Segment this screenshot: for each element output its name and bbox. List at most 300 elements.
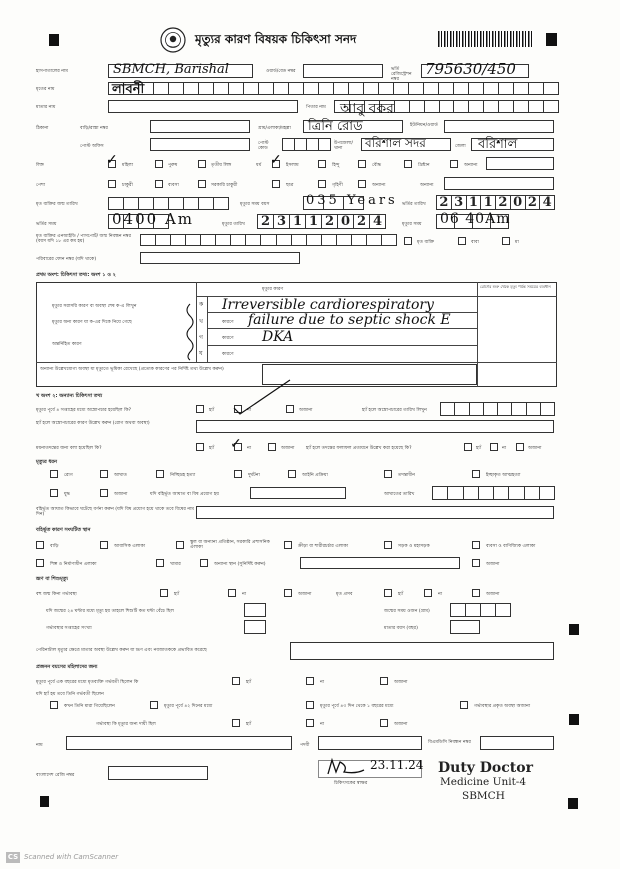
nid-cell[interactable] bbox=[321, 234, 337, 246]
hours-survived-field[interactable] bbox=[244, 603, 266, 617]
mother-age-field[interactable] bbox=[450, 620, 480, 634]
pregnant-no-checkbox[interactable] bbox=[306, 677, 314, 685]
corner-marker-top-right bbox=[546, 33, 557, 46]
name-cell[interactable] bbox=[318, 82, 334, 95]
birth-weight-cells[interactable] bbox=[450, 603, 510, 617]
pregnant-no-label: না bbox=[320, 680, 325, 685]
admission-time-label: ভর্তির সময় bbox=[36, 222, 57, 227]
birth-weight-cell[interactable] bbox=[465, 603, 481, 617]
nid-cell[interactable] bbox=[381, 234, 397, 246]
injury-date-cell[interactable] bbox=[493, 486, 509, 500]
admission-date-cell[interactable]: 2 bbox=[525, 195, 541, 210]
nid-cell[interactable] bbox=[215, 234, 231, 246]
nid-cell[interactable] bbox=[230, 234, 246, 246]
religion-islam-label: ইসলাম bbox=[286, 163, 299, 168]
dob-cell[interactable] bbox=[108, 197, 124, 210]
mother-name-label: মাতার নাম bbox=[36, 105, 56, 110]
external-question: যদি বহির্ভূত আঘাত বা বিষ প্রয়োগ হয় bbox=[150, 492, 219, 497]
multiple-no-checkbox[interactable] bbox=[228, 589, 236, 597]
death-date-cell[interactable]: 3 bbox=[273, 214, 290, 229]
stamp-line-3: SBMCH bbox=[462, 790, 505, 802]
occupation-label: পেশা bbox=[36, 183, 46, 188]
stillbirth-yes-label: হ্যাঁ bbox=[398, 592, 404, 597]
death-date-cell[interactable]: 4 bbox=[369, 214, 386, 229]
admission-date-cell[interactable]: 2 bbox=[436, 195, 452, 210]
multiple-yes-checkbox[interactable] bbox=[160, 589, 168, 597]
multiple-no-label: না bbox=[242, 592, 247, 597]
death-date-cells[interactable] bbox=[257, 214, 385, 229]
name-cell[interactable] bbox=[498, 82, 514, 95]
ward-bed-field[interactable] bbox=[303, 64, 383, 78]
manner-war-label: যুদ্ধ bbox=[64, 492, 71, 497]
interval-column-label: রোগের শুরু থেকে মৃত্যু পর্যন্ত সময়ের ব্যবধান bbox=[480, 284, 551, 289]
admission-date-label: ভর্তির তারিখ bbox=[402, 202, 426, 207]
dob-cell[interactable] bbox=[198, 197, 214, 210]
informant-mother-checkbox[interactable] bbox=[502, 237, 510, 245]
nid-cell[interactable] bbox=[185, 234, 201, 246]
occupation-govt-checkbox[interactable] bbox=[198, 180, 206, 188]
admission-time-value: 0400 Am bbox=[112, 210, 194, 228]
fetal-heading: ভ্রূণ বা শিশুমৃত্যু bbox=[36, 576, 68, 582]
admission-date-cells[interactable] bbox=[436, 195, 554, 210]
name-cell[interactable] bbox=[348, 82, 364, 95]
pregnant-yes-checkbox[interactable] bbox=[232, 677, 240, 685]
post-office-label: পোস্ট অফিস bbox=[80, 144, 104, 149]
sex-third-checkbox[interactable] bbox=[198, 160, 206, 168]
dob-cell[interactable] bbox=[138, 197, 154, 210]
nid-cell[interactable] bbox=[306, 234, 322, 246]
signature-label: চিকিৎসকের স্বাক্ষর bbox=[334, 781, 368, 786]
surgery-date-cell[interactable] bbox=[440, 402, 455, 416]
birth-weight-label: জন্মের সময় ওজন (গ্রাম) bbox=[384, 609, 430, 614]
injury-description-field[interactable] bbox=[196, 506, 554, 519]
admission-date-cell[interactable]: 3 bbox=[451, 195, 467, 210]
nid-cell[interactable] bbox=[155, 234, 171, 246]
certifier-title-label: পদবী bbox=[300, 743, 310, 748]
autopsy-yes-label: হ্যাঁ bbox=[209, 446, 215, 451]
part1-desc-b: মৃত্যুর অন্য কারণ যা ক-এর দিকে নিয়ে গেছে bbox=[52, 320, 132, 325]
death-date-cell[interactable]: 2 bbox=[321, 214, 338, 229]
birth-weight-cell[interactable] bbox=[450, 603, 466, 617]
manner-war-checkbox[interactable] bbox=[50, 489, 58, 497]
letter-d: ঘ bbox=[199, 350, 203, 357]
post-office-field[interactable] bbox=[150, 138, 250, 151]
death-date-cell[interactable]: 0 bbox=[337, 214, 354, 229]
name-cell[interactable] bbox=[183, 82, 199, 95]
postcode-cells[interactable] bbox=[282, 138, 330, 151]
contributed-unknown-label: অজানা bbox=[394, 722, 408, 727]
manner-unknown-checkbox[interactable] bbox=[100, 489, 108, 497]
place-commercial-checkbox[interactable] bbox=[472, 541, 480, 549]
name-cell[interactable] bbox=[303, 82, 319, 95]
camscanner-badge: CS bbox=[7, 853, 19, 861]
surgery-date-cell[interactable] bbox=[483, 402, 498, 416]
bmdc-reg-label: বিএমডিসি নিবন্ধন নম্বর bbox=[428, 740, 471, 745]
certifier-name-field[interactable] bbox=[66, 736, 292, 750]
part1-other-field[interactable] bbox=[262, 364, 477, 385]
religion-other-checkbox[interactable] bbox=[450, 160, 458, 168]
place-residential-label: আবাসিক এলাকা bbox=[114, 544, 146, 549]
place-unknown-checkbox[interactable] bbox=[472, 559, 480, 567]
bd-reg-label: বাংলাদেশ রেজি নম্বর bbox=[36, 773, 75, 778]
bmdc-reg-field[interactable] bbox=[480, 736, 554, 750]
camscanner-text: Scanned with CamScanner bbox=[24, 853, 119, 861]
religion-christian-label: খ্রিষ্টান bbox=[418, 163, 430, 168]
when-1-year-label: মৃত্যুর পূর্বে ৪৩ দিন থেকে ১ বছরের মধ্যে bbox=[320, 704, 394, 709]
dob-cell[interactable] bbox=[123, 197, 139, 210]
when-1-year-checkbox[interactable] bbox=[306, 701, 314, 709]
government-seal-icon bbox=[160, 27, 186, 53]
when-unknown-label: গর্ভাবস্থার প্রকৃত অবস্থা অজানা bbox=[474, 704, 531, 709]
check-mark-autopsy-no: ✓ bbox=[230, 436, 242, 452]
place-school-checkbox[interactable] bbox=[176, 541, 184, 549]
perinatal-question: পেরিনাটাল মৃত্যুর ক্ষেত্রে মাতার অবস্থা উল্লেখ করুন যা ভ্রূণ এবং নবজাতককে প্রভাবিত করেছে bbox=[36, 648, 207, 653]
place-industrial-checkbox[interactable] bbox=[36, 559, 44, 567]
place-other-checkbox[interactable] bbox=[200, 559, 208, 567]
occupation-other-label-2: অন্যান্য bbox=[420, 183, 434, 188]
injury-date-cell[interactable] bbox=[432, 486, 448, 500]
contributed-yes-checkbox[interactable] bbox=[232, 719, 240, 727]
stillbirth-no-label: না bbox=[438, 592, 443, 597]
religion-christian-checkbox[interactable] bbox=[404, 160, 412, 168]
gestation-weeks-field[interactable] bbox=[244, 620, 266, 634]
place-heading: বহির্ভূত কারণ সংঘটিত স্থান bbox=[36, 527, 91, 533]
contributed-no-label: না bbox=[320, 722, 325, 727]
external-field[interactable] bbox=[250, 487, 346, 499]
signature-date: 23.11.24 bbox=[370, 758, 424, 772]
stillbirth-label: মৃত প্রসব bbox=[336, 592, 353, 597]
religion-hindu-checkbox[interactable] bbox=[318, 160, 326, 168]
address-label: ঠিকানা bbox=[36, 126, 49, 131]
religion-label: ধর্ম bbox=[256, 163, 262, 168]
name-cell[interactable] bbox=[378, 82, 394, 95]
name-cell[interactable] bbox=[393, 82, 409, 95]
admission-date-cell[interactable]: 1 bbox=[480, 195, 496, 210]
manner-injury-checkbox[interactable] bbox=[100, 470, 108, 478]
nid-cells[interactable] bbox=[140, 234, 396, 246]
father-cell[interactable] bbox=[528, 100, 544, 113]
maternal-heading: প্রজনন বয়সের মহিলাদের জন্য bbox=[36, 664, 98, 670]
stillbirth-yes-checkbox[interactable] bbox=[384, 589, 392, 597]
death-date-cell[interactable]: 2 bbox=[257, 214, 274, 229]
death-date-label: মৃত্যুর তারিখ bbox=[222, 222, 245, 227]
autopsy-unknown-checkbox[interactable] bbox=[268, 443, 276, 451]
sex-label: লিঙ্গ bbox=[36, 163, 44, 168]
family-mobile-field[interactable] bbox=[140, 252, 300, 264]
certifier-title-field[interactable] bbox=[318, 736, 422, 750]
autopsy-unknown-label: অজানা bbox=[281, 446, 295, 451]
letter-c: গ bbox=[199, 334, 203, 341]
surgery-reason-field[interactable] bbox=[196, 420, 554, 433]
manner-disease-label: রোগ bbox=[64, 473, 73, 478]
father-cell[interactable] bbox=[439, 100, 455, 113]
stillbirth-no-checkbox[interactable] bbox=[424, 589, 432, 597]
handwritten-check-surgery bbox=[232, 378, 292, 422]
pregnant-unknown-label: অজানা bbox=[394, 680, 408, 685]
manner-suicide-checkbox[interactable] bbox=[472, 470, 480, 478]
admission-date-cell[interactable]: 4 bbox=[539, 195, 555, 210]
letter-column-divider-2 bbox=[207, 296, 208, 362]
death-date-cell[interactable]: 1 bbox=[305, 214, 322, 229]
dob-cell[interactable] bbox=[168, 197, 184, 210]
autopsy-findings-question: হ্যাঁ হলে তদন্তের ফলাফল প্রত্যয়নে উল্লেখ করা হয়েছে কি? bbox=[306, 446, 412, 451]
house-field[interactable] bbox=[150, 120, 250, 133]
admission-date-cell[interactable]: 2 bbox=[495, 195, 511, 210]
father-cell[interactable] bbox=[409, 100, 425, 113]
religion-other-label: অন্যান্য bbox=[464, 163, 478, 168]
occupation-business-checkbox[interactable] bbox=[155, 180, 163, 188]
nid-cell[interactable] bbox=[351, 234, 367, 246]
father-cell[interactable] bbox=[498, 100, 514, 113]
name-cell[interactable] bbox=[273, 82, 289, 95]
nid-cell[interactable] bbox=[260, 234, 276, 246]
death-date-cell[interactable]: 1 bbox=[289, 214, 306, 229]
name-cell[interactable] bbox=[423, 82, 439, 95]
birth-weight-cell[interactable] bbox=[480, 603, 496, 617]
place-other-field[interactable] bbox=[300, 557, 460, 569]
manner-accident-label: দুর্ঘটনা bbox=[248, 473, 260, 478]
house-label: বাড়ি/রাস্তা নম্বর bbox=[80, 126, 108, 131]
injury-date-cell[interactable] bbox=[447, 486, 463, 500]
manner-legal-label: আইনি প্রক্রিয়া bbox=[302, 473, 328, 478]
religion-buddhist-label: বৌদ্ধ bbox=[372, 163, 382, 168]
place-industrial-label: শিল্প ও নির্মাণাধীন এলাকা bbox=[50, 562, 97, 567]
name-cell[interactable] bbox=[213, 82, 229, 95]
nid-cell[interactable] bbox=[276, 234, 292, 246]
occupation-student-checkbox[interactable] bbox=[272, 180, 280, 188]
dob-label: মৃত ব্যক্তির জন্ম তারিখ bbox=[36, 202, 78, 207]
mother-age-label: মাতার বয়স (বছর) bbox=[384, 626, 418, 631]
surgery-date-cell[interactable] bbox=[511, 402, 526, 416]
pregnant-unknown-checkbox[interactable] bbox=[380, 677, 388, 685]
when-42-days-checkbox[interactable] bbox=[150, 701, 158, 709]
contributed-unknown-checkbox[interactable] bbox=[380, 719, 388, 727]
mother-name-field[interactable] bbox=[108, 100, 298, 113]
pregnant-yes-label: হ্যাঁ bbox=[246, 680, 252, 685]
cause-row-line-b bbox=[207, 328, 477, 329]
name-cell[interactable] bbox=[513, 82, 529, 95]
manner-pending-label: তদন্তাধীন bbox=[398, 473, 415, 478]
name-cell[interactable] bbox=[408, 82, 424, 95]
occupation-govt-label: সরকারি চাকুরী bbox=[211, 183, 238, 188]
manner-legal-checkbox[interactable] bbox=[288, 470, 296, 478]
informant-deceased-checkbox[interactable] bbox=[404, 237, 412, 245]
name-cell[interactable] bbox=[333, 82, 349, 95]
religion-other-field[interactable] bbox=[486, 157, 554, 170]
place-farm-label: খামার bbox=[170, 562, 181, 567]
part2-heading: খ অংশ ২: অন্যান্য চিকিৎসা তথ্য bbox=[36, 393, 103, 399]
occupation-job-checkbox[interactable] bbox=[108, 180, 116, 188]
deceased-name-cells[interactable] bbox=[108, 82, 558, 95]
name-cell[interactable] bbox=[363, 82, 379, 95]
name-cell[interactable] bbox=[453, 82, 469, 95]
sex-third-label: তৃতীয় লিঙ্গ bbox=[211, 163, 232, 168]
gestation-weeks-label: গর্ভাবস্থার সপ্তাহের সংখ্যা bbox=[46, 626, 92, 631]
barcode bbox=[438, 31, 534, 47]
admission-date-cell[interactable]: 1 bbox=[466, 195, 482, 210]
manner-homicide-checkbox[interactable] bbox=[156, 470, 164, 478]
place-sports-checkbox[interactable] bbox=[284, 541, 292, 549]
part1-other-label: অন্যান্য উল্লেখযোগ্য অবস্থা যা মৃত্যুতে ভূমিকা রেখেছে (প্রত্যেক কারণের পর নির্দিষ্ট তথ্য উল্লেখ করুন) bbox=[40, 367, 224, 372]
corner-marker-bottom-left bbox=[40, 796, 49, 807]
occupation-other-checkbox[interactable] bbox=[358, 180, 366, 188]
pregnant-question: মৃত্যুর পূর্বে এক বছরের মধ্যে মৃতব্যক্তি গর্ভবতী ছিলেন কি bbox=[36, 680, 139, 685]
surgery-yes-checkbox[interactable] bbox=[196, 405, 204, 413]
injury-date-cell[interactable] bbox=[524, 486, 540, 500]
father-cell[interactable] bbox=[468, 100, 484, 113]
manner-heading: মৃত্যুর ধরন bbox=[36, 459, 58, 465]
place-home-label: বাড়ি bbox=[50, 544, 59, 549]
birth-weight-cell[interactable] bbox=[495, 603, 511, 617]
place-sports-label: ক্রীড়া বা শারীরচর্চার এলাকা bbox=[298, 544, 349, 549]
surgery-no-label: না bbox=[247, 408, 252, 413]
father-cell[interactable] bbox=[394, 100, 410, 113]
nid-cell[interactable] bbox=[291, 234, 307, 246]
father-cell[interactable] bbox=[453, 100, 469, 113]
deceased-name-label: মৃতের নাম bbox=[36, 87, 55, 92]
multiple-birth-question: বহু জন্ম কিনা গর্ভাবস্থা bbox=[36, 592, 77, 597]
manner-disease-checkbox[interactable] bbox=[50, 470, 58, 478]
when-at-death-checkbox[interactable] bbox=[50, 701, 58, 709]
union-ward-field[interactable] bbox=[444, 120, 554, 133]
stillbirth-unknown-checkbox[interactable] bbox=[472, 589, 480, 597]
death-date-cell[interactable]: 2 bbox=[353, 214, 370, 229]
occupation-housewife-label: গৃহিণী bbox=[332, 183, 343, 188]
manner-homicide-label: নিচ্ছিদ্রহ হত্যা bbox=[170, 473, 196, 478]
name-cell[interactable] bbox=[153, 82, 169, 95]
occupation-other-field[interactable] bbox=[444, 177, 554, 190]
hospital-name-label: হাসপাতালের নাম bbox=[36, 69, 68, 74]
place-road-label: সড়ক ও মহাসড়ক bbox=[398, 544, 430, 549]
injury-date-label: আঘাতের তারিখ bbox=[384, 492, 415, 497]
injury-date-cell[interactable] bbox=[508, 486, 524, 500]
cause-row-line-d bbox=[36, 362, 557, 363]
place-unknown-label: অজানা bbox=[486, 562, 500, 567]
surgery-unknown-label: অজানা bbox=[299, 408, 313, 413]
name-cell[interactable] bbox=[543, 82, 559, 95]
dob-cell[interactable] bbox=[183, 197, 199, 210]
name-cell[interactable] bbox=[258, 82, 274, 95]
manner-suicide-label: ইচ্ছাকৃত আত্মহত্যা bbox=[486, 473, 521, 478]
contributed-yes-label: হ্যাঁ bbox=[246, 722, 252, 727]
father-cell[interactable] bbox=[543, 100, 559, 113]
father-cell[interactable] bbox=[483, 100, 499, 113]
autopsy-yes-checkbox[interactable] bbox=[196, 443, 204, 451]
cause-c-value: DKA bbox=[262, 329, 294, 345]
name-cell[interactable] bbox=[483, 82, 499, 95]
name-cell[interactable] bbox=[288, 82, 304, 95]
injury-date-cell[interactable] bbox=[478, 486, 494, 500]
occupation-other-label: অন্যান্য bbox=[372, 183, 386, 188]
place-other-label: অন্যান্য স্থান (সুনির্দিষ্ট করুন) bbox=[214, 562, 266, 567]
nid-cell[interactable] bbox=[140, 234, 156, 246]
informant-father-label: বাবা bbox=[471, 240, 479, 245]
nid-cell[interactable] bbox=[200, 234, 216, 246]
surgery-reason-question: হ্যাঁ হলে অস্ত্রোপচারের কারণ উল্লেখ করুন (রোগ অথবা অবস্থা) bbox=[36, 421, 150, 426]
multiple-yes-label: হ্যাঁ bbox=[174, 592, 180, 597]
dob-cells[interactable] bbox=[108, 197, 228, 210]
injury-date-cells[interactable] bbox=[432, 486, 554, 500]
register-no-label: ভর্তি রেজিস্ট্রেশন নম্বর bbox=[391, 67, 412, 82]
official-stamp bbox=[432, 760, 562, 810]
perinatal-field[interactable] bbox=[290, 642, 554, 660]
surgery-date-cell[interactable] bbox=[540, 402, 555, 416]
name-cell[interactable] bbox=[243, 82, 259, 95]
corner-marker-top-left bbox=[49, 34, 59, 46]
postcode-cell[interactable] bbox=[318, 138, 331, 151]
place-road-checkbox[interactable] bbox=[384, 541, 392, 549]
findings-unknown-checkbox[interactable] bbox=[516, 443, 524, 451]
surgery-date-cell[interactable] bbox=[497, 402, 512, 416]
nid-cell[interactable] bbox=[245, 234, 261, 246]
village-value: ত্রিনি রোড bbox=[308, 119, 363, 134]
father-name-label: পিতার নাম bbox=[306, 105, 326, 110]
contributed-question: গর্ভাবস্থা কি মৃত্যুর জন্য দায়ী ছিল bbox=[96, 722, 156, 727]
nid-cell[interactable] bbox=[336, 234, 352, 246]
name-cell[interactable] bbox=[168, 82, 184, 95]
autopsy-no-label: না bbox=[247, 446, 252, 451]
name-cell[interactable] bbox=[198, 82, 214, 95]
place-residential-checkbox[interactable] bbox=[100, 541, 108, 549]
place-home-checkbox[interactable] bbox=[36, 541, 44, 549]
death-time-label: মৃত্যুর সময় bbox=[402, 222, 422, 227]
nid-cell[interactable] bbox=[366, 234, 382, 246]
dob-cell[interactable] bbox=[153, 197, 169, 210]
when-42-days-label: মৃত্যুর পূর্বে ৪২ দিনের মধ্যে bbox=[164, 704, 213, 709]
surgery-date-cell[interactable] bbox=[526, 402, 541, 416]
check-mark-female: ✓ bbox=[106, 152, 118, 168]
manner-pending-checkbox[interactable] bbox=[384, 470, 392, 478]
injury-date-cell[interactable] bbox=[539, 486, 555, 500]
surgery-date-cell[interactable] bbox=[469, 402, 484, 416]
name-cell[interactable] bbox=[528, 82, 544, 95]
sex-male-checkbox[interactable] bbox=[155, 160, 163, 168]
upazila-label: উপজেলা/থানা bbox=[334, 141, 353, 151]
dob-cell[interactable] bbox=[213, 197, 229, 210]
informant-father-checkbox[interactable] bbox=[458, 237, 466, 245]
prefix-b: কারণে bbox=[222, 320, 234, 325]
father-cell[interactable] bbox=[513, 100, 529, 113]
surgery-date-cell[interactable] bbox=[454, 402, 469, 416]
findings-unknown-label: অজানা bbox=[528, 446, 542, 451]
manner-accident-checkbox[interactable] bbox=[234, 470, 242, 478]
place-farm-checkbox[interactable] bbox=[156, 559, 164, 567]
father-cell[interactable] bbox=[424, 100, 440, 113]
findings-no-label: না bbox=[502, 446, 507, 451]
informant-mother-label: মা bbox=[515, 240, 519, 245]
findings-no-checkbox[interactable] bbox=[490, 443, 498, 451]
findings-yes-checkbox[interactable] bbox=[464, 443, 472, 451]
name-cell[interactable] bbox=[228, 82, 244, 95]
surgery-date-cells[interactable] bbox=[440, 402, 554, 416]
handwritten-signature bbox=[326, 756, 366, 782]
when-unknown-checkbox[interactable] bbox=[460, 701, 468, 709]
multiple-unknown-checkbox[interactable] bbox=[284, 589, 292, 597]
injury-date-cell[interactable] bbox=[463, 486, 479, 500]
religion-buddhist-checkbox[interactable] bbox=[358, 160, 366, 168]
sex-male-label: পুরুষ bbox=[168, 163, 178, 168]
bd-reg-field[interactable] bbox=[108, 766, 208, 780]
hospital-name-value: SBMCH, Barishal bbox=[113, 62, 229, 77]
nid-cell[interactable] bbox=[170, 234, 186, 246]
admission-date-cell[interactable]: 0 bbox=[510, 195, 526, 210]
name-cell[interactable] bbox=[468, 82, 484, 95]
injury-description-question: বহির্ভূত আঘাত কিভাবে ঘটেছে বর্ণনা করুন (যদি বিষ প্রয়োগ হয়ে থাকে তবে বিষের নাম দিন) bbox=[36, 507, 194, 517]
surgery-yes-label: হ্যাঁ bbox=[209, 408, 215, 413]
occupation-housewife-checkbox[interactable] bbox=[318, 180, 326, 188]
name-cell[interactable] bbox=[438, 82, 454, 95]
contributed-no-checkbox[interactable] bbox=[306, 719, 314, 727]
